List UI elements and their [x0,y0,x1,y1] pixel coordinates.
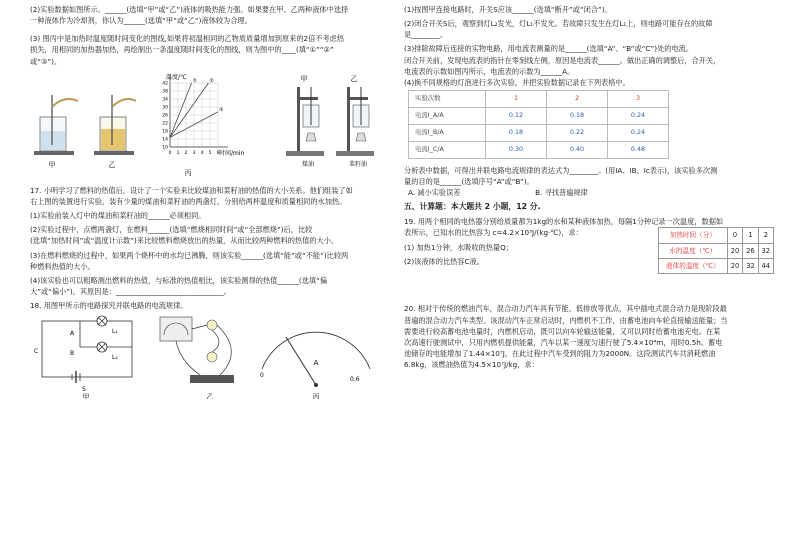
graph-x-tick: 4 [200,150,204,156]
ammeter-unit: A [313,359,319,368]
q19-line-4: (2)该液体的比热容C液。 [404,256,484,266]
q19-line-2: 表所示，已知水的比热容为 c=4.2×10³J/(kg·℃)，求： [404,228,583,238]
q17-line-5: (选填“加热时间”或“温度计示数”)来比较燃料燃烧放出的热量，从而比较两种燃料的热值的大小。 [30,236,339,246]
q18-analysis-line1: 分析表中数据，可得出并联电路电流规律的表达式为________。(用IA、IB、Ic表示)，该实验多次测 [404,165,718,175]
graph-y-label: 温度/℃ [166,73,187,81]
q18-options [404,187,774,198]
option-a: A. 减小实验误差 [408,188,461,198]
right-column [404,4,774,370]
q18-part4: (4)换不同规格的灯泡进行多次实验，并把实验数据记录在下列表格中。 [404,77,630,87]
apparatus-a-caption: 甲 [300,74,308,83]
table-cell: 20 [727,243,742,258]
apparatus-b-label: 菜籽油 [348,160,368,168]
graph-y-tick: 18 [162,129,168,135]
q17-line-6: (3)在燃料燃烧的过程中，如果两个烧杯中的水均已沸腾，则该实验______(选填“能”或“不能”)比较两 [30,250,349,260]
table-cell: 1 [743,228,758,243]
figure-row-1 [30,67,388,185]
q18-part2-line2: 是________。 [404,30,448,40]
table-row [409,91,669,108]
q17-line-2: 右上图的装置进行实验，装有少量的煤油和菜籽油的两盏灯，分别给两杯温度和质量相同的水加热。 [30,196,347,206]
q18-part3-line3: 电流表的示数如图丙所示，电流表的示数为______A。 [404,66,575,76]
graph-x-tick: 2 [184,150,188,156]
table-row [658,228,773,243]
table-row [409,108,669,125]
table-cell: 0.40 [547,141,608,158]
q17-line-1: 17. 小明学习了燃料的热值后，设计了一个实验来比较煤油和菜籽油的热值的大小关系。他们组装了如 [30,185,353,195]
real-circuit-caption: 乙 [206,393,214,400]
table-cell: 0.12 [486,108,547,125]
circuit-caption: 甲 [82,393,90,400]
q18-analysis-line2: 量的目的是______(选填序号“A”或“B”)。 [404,176,534,186]
q17-line-9: 大”或“偏小”)，其原因是：______________________________。 [30,287,231,297]
ammeter-zero: 0 [260,372,264,380]
graph-x-tick: 0 [168,150,172,156]
graph-x-tick: 1 [176,150,180,156]
q17-line-7: 种燃料热值的大小。 [30,261,95,271]
q18-part1: (1)按图甲连接电路时，开关S应该______(选填“断开”或“闭合”)。 [404,5,612,14]
graph-series-label: ① [192,77,198,84]
graph-y-tick: 38 [162,89,168,95]
graph-y-tick: 14 [162,137,168,143]
graph-y-tick: 30 [162,105,168,111]
table-cell: 电流I_C/A [409,141,486,158]
graph-series-label: ③ [219,106,224,113]
table-row [409,124,669,141]
circuit-label-l1: L₁ [112,328,118,336]
graph-x-tick: 3 [192,150,196,156]
q16-line-1: (2)实验数据如图所示。______(选填“甲”或“乙”)液体的吸热能力强。如果要在甲、乙两种液体中选择 [30,5,349,14]
graph-y-tick: 42 [162,81,168,87]
table-cell: 20 [727,258,742,273]
beaker-a-caption: 甲 [48,160,56,169]
option-b: B. 寻找普遍规律 [535,188,588,198]
temperature-graph [162,75,228,156]
table-cell: 2 [547,91,608,108]
q20-line-5: 池储存的电能增加了1.44×10⁷J，在此过程中汽车受到的阻力为2000N。这段测试汽车共消耗燃油 [404,349,716,359]
q20-line-3: 需要进行较高蓄电池电量时，内燃机启动，既可以向车轮输送能量，又可以同时给蓄电池充电。在某 [404,326,721,336]
circuit-label-l2: L₂ [112,354,118,362]
q20-line-4: 次高速行驶测试中，只用内燃机提供能量，汽车以某一速度匀速行驶了5.4×10⁴m，用时0.5h。蓄电 [404,337,723,347]
table-cell: 0.24 [608,108,669,125]
apparatus-a [286,87,324,156]
table-row [658,258,773,273]
circuit-label-b: B [70,350,75,358]
heating-figure [30,67,388,185]
circuit-label-c: C [34,348,39,356]
q18-line: 18. 用图甲所示的电路探究并联电路的电流规律。 [30,301,188,311]
table-row [409,141,669,158]
table-cell: 0.22 [547,124,608,141]
beaker-b-caption: 乙 [108,160,116,169]
graph-x-label: 时间/min [219,149,245,157]
q18-part2-line1: (2)闭合开关S后，观察到灯L₂发光，灯L₁不发光。若故障只发生在灯L₁上，则电路可能存在的故障 [404,19,713,29]
table-cell: 加热时间（分） [658,228,727,243]
graph-y-tick: 26 [162,113,168,119]
circuit-figure [30,311,388,399]
table-cell: 电流I_B/A [409,124,486,141]
table-cell: 0.30 [486,141,547,158]
q16-line-5: 或“③”)。 [30,56,62,66]
graph-y-tick: 22 [162,121,168,127]
table-cell: 0.18 [486,124,547,141]
q17-line-3: (1)实验前装入灯中的煤油和菜籽油的______必须相同。 [30,211,206,221]
graph-y-tick: 34 [162,97,168,103]
q19-line-3: (1) 加热1分钟，水吸收的热量Q； [404,242,513,252]
q20-line-1: 20. 相对于传统的燃油汽车，混合动力汽车具有节能、低排放等优点，其中插电式混合动力是现阶段最 [404,304,727,314]
graph-x-tick: 6 [216,150,220,156]
apparatus-b-caption: 乙 [350,74,358,83]
left-column [30,4,388,403]
circuit-diagram [42,316,132,383]
q16-line-3: (3) 图丙中是加热时温度随时间变化的图线,如果将初温相同的乙物质质量增加到原来的2倍不考虑热 [30,34,345,44]
apparatus-b [336,87,374,156]
table-cell: 3 [608,91,669,108]
q20-line-2: 普遍的混合动力汽车类型。该混动汽车正常启动时，内燃机不工作，由蓄电池向车轮直接输送能量；当 [404,315,728,325]
q16-line-2: 一种液体作为冷却剂，你认为______(选填“甲”或“乙”)液体较为合理。 [30,16,252,26]
beaker-a [34,95,78,155]
q17-line-4: (2)实验过程中，点燃两盏灯，在燃料______(选填“燃烧相同时间”或“全部燃烧”)后，比较 [30,225,313,235]
table-cell: 44 [758,258,773,273]
graph-caption: 丙 [184,168,192,177]
q18-part3-line1: (3)排除故障后连接的实物电路，用电流表测量的是______(选填“A”、“B”或“C”)处的电流。 [404,44,694,54]
table-cell: 液体的温度（℃） [658,258,727,273]
table-cell: 26 [743,243,758,258]
graph-x-tick: 5 [208,150,212,156]
q20-line-6: 6.8kg，该燃油热值为4.5×10⁷J/kg，求： [404,360,539,370]
table-cell: 32 [758,243,773,258]
table-cell: 2 [758,228,773,243]
section-title: 五、计算题：本大题共 2 小题，12 分. [404,202,541,212]
table-cell: 32 [743,258,758,273]
q18-part3-line2: 闭合开关前，发现电流表的指针在零刻线左侧，原因是电流表______。做出正确的调整后，合开关， [404,55,721,65]
heating-table [658,227,774,274]
real-circuit [160,317,234,383]
circuit-label-s: S [82,386,86,394]
ammeter-caption: 丙 [312,393,320,400]
graph-y-tick: 10 [162,145,168,151]
table-cell: 0.24 [608,124,669,141]
current-table [408,90,669,159]
table-row [658,243,773,258]
table-cell: 0.48 [608,141,669,158]
q17-line-8: (4)该实验也可以粗略测出燃料的热值，与标准的热值相比，该实验测得的热值______(选填“偏 [30,275,328,285]
table-cell: 水的温度（℃） [658,243,727,258]
ammeter-max: 0.6 [350,376,360,384]
table-cell: 实验次数 [409,91,486,108]
table-cell: 电流I_A/A [409,108,486,125]
circuit-label-a: A [70,330,75,338]
beaker-b [94,95,136,155]
q19-line-1: 19. 用两个相同的电热器分别给质量都为1kg的水和某种液体加热，每隔1分钟记录一次温度，数据如 [404,217,724,227]
q16-line-4: 损失，用相同的加热器加热，再绘制出一条温度随时间变化的图线，则为图中的____(填“①”“②” [30,45,334,55]
table-cell: 1 [486,91,547,108]
graph-series-label: ② [209,77,214,84]
table-cell: 0 [727,228,742,243]
apparatus-a-label: 煤油 [301,160,315,168]
table-cell: 0.18 [547,108,608,125]
q19-block [404,227,774,303]
